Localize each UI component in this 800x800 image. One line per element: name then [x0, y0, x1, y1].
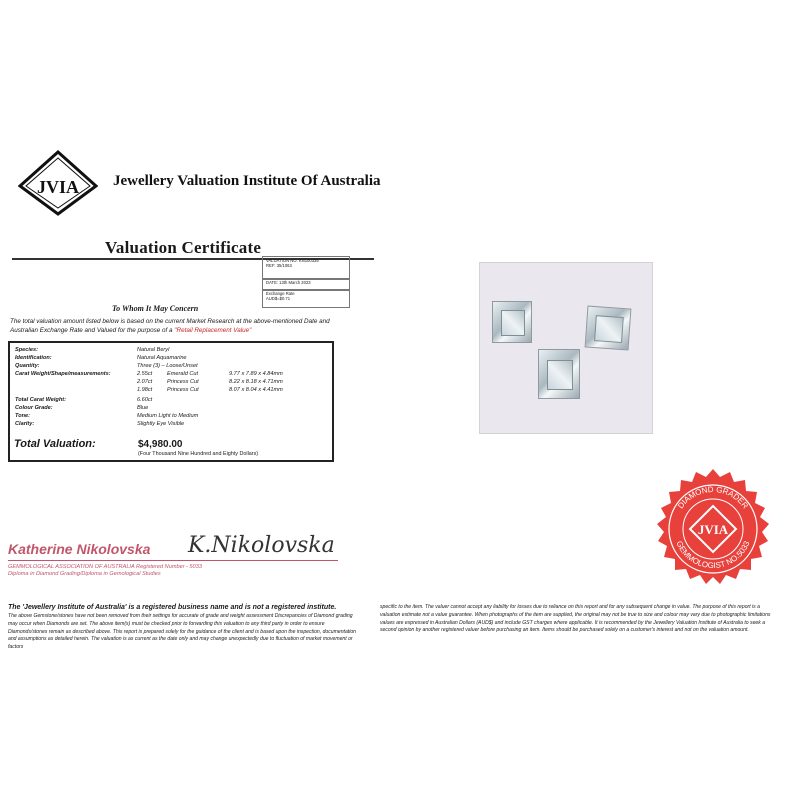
valuation-number: VALUATION NO: KN100335 [266, 258, 319, 263]
footer-disclaimer-right: specific to the item. The valuer cannot accept any liability for losses due to reliance on this report and for any subsequent change in value. The purpose of this report is a valuation estimate not a value guarantee. When photographs of the item are supplied, the original may not be true to size and colour may vary due to photographic limitations values are expressed in Australian Dollars (AUD$) and include GST charges where applicable. It is recommended by the Jewellery Valuation Institute of Australia to seek a second opinion by another registered valuer before purchasing an item. Items should be purchased solely on a customer's interest and not on the valuation amount. [380, 604, 771, 634]
gemmologist-seal [652, 468, 774, 590]
signatory-credentials [8, 564, 202, 578]
seal-bottom-text: GEMMOLOGIST NO.5033 [674, 539, 752, 571]
footer-heading: The 'Jewellery Institute of Australia' is a registered business name and is not a registered institute. [8, 604, 337, 611]
total-valuation-words: (Four Thousand Nine Hundred and Eighty Dollars) [138, 451, 259, 457]
meta-exchange-box [262, 289, 350, 308]
seal-top-text: DIAMOND GRADER [676, 484, 750, 511]
total-valuation-label: Total Valuation: [14, 438, 96, 450]
credential-registration: GEMMOLOGICAL ASSOCIATION OF AUSTRALIA Registered Number - 5033 [8, 564, 202, 570]
gemstone-photo [479, 262, 653, 434]
row-total-carat: Total Carat Weight: 6.60ct [15, 397, 153, 403]
institute-name: Jewellery Valuation Institute Of Australia [113, 173, 381, 189]
row-clarity: Clarity: Slightly Eye Visible [15, 421, 185, 427]
handwritten-signature: K.Nikolovska [188, 533, 335, 558]
gemstone-princess-cut-2 [538, 349, 580, 399]
certificate-title: Valuation Certificate [105, 238, 262, 257]
intro-text: The total valuation amount listed below is based on the current Market Research at the above-mentioned Date and Australian Exchange Rate and Valued for the purpose of a [10, 318, 330, 334]
valuation-table [8, 341, 334, 462]
total-valuation-amount: $4,980.00 [138, 439, 183, 450]
signature-rule [8, 560, 338, 561]
row-stone-3: 1.98ct Princess Cut 8.07 x 8.04 x 4.41mm [137, 387, 283, 393]
row-stone-2: 2.07ct Princess Cut 8.22 x 8.18 x 4.71mm [137, 379, 283, 385]
intro-paragraph [10, 318, 350, 335]
jvia-logo [18, 150, 98, 220]
gemstone-princess-cut-1 [585, 306, 632, 351]
intro-red-text: "Retail Replacement Value" [174, 326, 252, 334]
exchange-label: Exchange Rate [266, 291, 295, 296]
row-colour: Colour Grade: Blue [15, 405, 149, 411]
to-whom-heading: To Whom It May Concern [112, 304, 199, 313]
row-quantity: Quantity: Three (3) – Loose/Unset [15, 363, 198, 369]
valuation-date: DATE: 13th March 2023 [266, 280, 311, 285]
credential-diploma: Diploma in Diamond Grading/Diploma in Gemological Studies [8, 571, 161, 577]
ref-number: REF: 35/1063 [266, 263, 292, 268]
exchange-value: AUD$=$0.71 [266, 296, 291, 301]
gemstone-emerald-cut [492, 301, 532, 343]
seal-center-text: JVIA [697, 522, 729, 537]
row-species: Species: Natural Beryl [15, 347, 170, 353]
footer-disclaimer-left: The above Gemstone/stones have not been removed from their settings for accurate of grade and weight assessment Discrepancies of Diamond grading may occur when Diamonds are set. The above item(s) must be checked prior to forwarding this valuation to any third party in order to ensure Diamonds/stones remain as described above. This report is prepared solely for the guidance of the client and is based upon the inspection, documentation and assumptions as detailed herein. The valuation is as current as the date only and may change unexpectedly due to fluctuation of market movement or factors [8, 613, 356, 651]
row-identification: Identification: Natural Aquamarine [15, 355, 187, 361]
row-stone-1: Carat Weight/Shape/measurements: 2.55ct Emerald Cut 9.77 x 7.89 x 4.84mm [15, 371, 283, 377]
logo-text: JVIA [36, 177, 80, 197]
signatory-name: Katherine Nikolovska [8, 541, 151, 557]
meta-valuation-box [262, 256, 350, 280]
row-tone: Tone: Medium Light to Medium [15, 413, 199, 419]
